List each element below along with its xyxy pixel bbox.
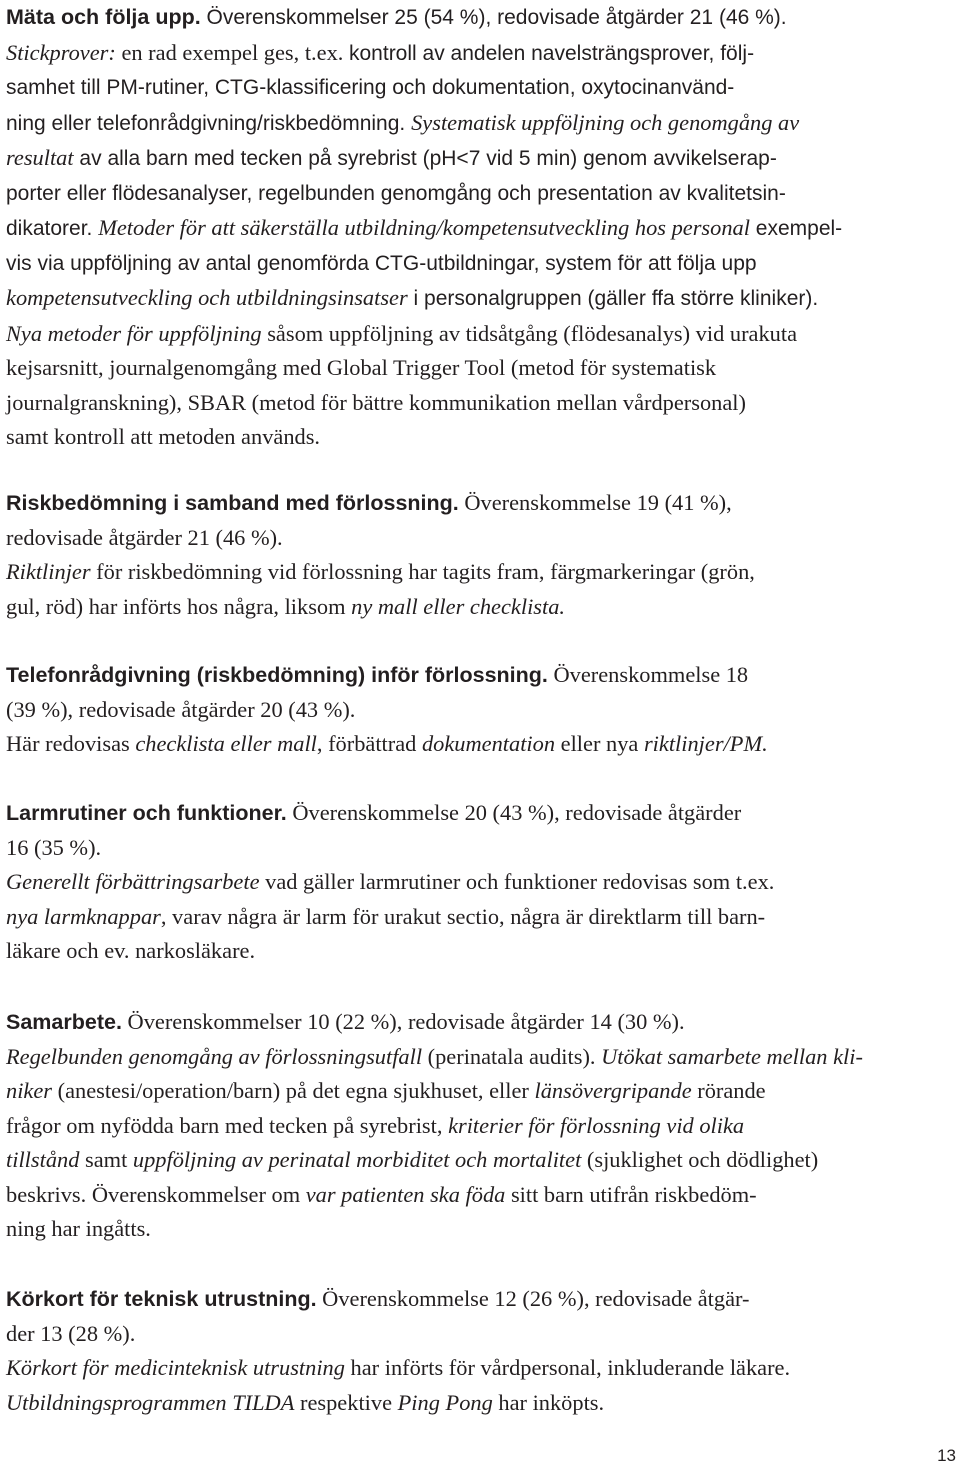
section-equipment-license [6, 1282, 930, 1420]
section-heading: Körkort för teknisk utrustning. [6, 1287, 317, 1311]
section-heading: Mäta och följa upp. [6, 5, 201, 29]
section-cooperation [6, 1005, 930, 1247]
text-line: Utbildningsprogrammen TILDA respektive Ping Pong har inköpts. [6, 1389, 605, 1415]
text-line: Generellt förbättringsarbete vad gäller larmrutiner och funktioner redovisas som t.ex. [6, 869, 775, 894]
text-line: dikatorer. Metoder för att säkerställa utbildning/kompetensutveckling hos personal exempel- [6, 215, 843, 240]
text-line: (39 %), redovisade åtgärder 20 (43 %). [6, 696, 356, 722]
text-line: beskrivs. Överenskommelser om var patienten ska föda sitt barn utifrån riskbedöm- [6, 1181, 757, 1207]
text-line: Telefonrådgivning (riskbedömning) inför förlossning. Överenskommelse 18 [6, 662, 749, 687]
text-line: niker (anestesi/operation/barn) på det egna sjukhuset, eller länsövergripande rörande [6, 1078, 766, 1103]
text-line: porter eller flödesanalyser, regelbunden genomgång och presentation av kvalitetsin- [6, 181, 786, 205]
text-line: redovisade åtgärder 21 (46 %). [6, 524, 283, 550]
text-line: Mäta och följa upp. Överenskommelser 25 (54 %), redovisade åtgärder 21 (46 %). [6, 5, 787, 29]
section-risk-assessment [6, 486, 930, 624]
text-line: samt kontroll att metoden används. [6, 424, 321, 449]
section-heading: Samarbete. [6, 1010, 122, 1034]
text-line: nya larmknappar, varav några är larm för urakut sectio, några är direktlarm till barn- [6, 903, 766, 929]
text-line: Samarbete. Överenskommelser 10 (22 %), redovisade åtgärder 14 (30 %). [6, 1009, 685, 1034]
section-heading: Larmrutiner och funktioner. [6, 801, 287, 825]
text-line: vis via uppföljning av antal genomförda CTG-utbildningar, system för att följa upp [6, 251, 757, 275]
text-line: Stickprover: en rad exempel ges, t.ex. kontroll av andelen navelsträngsprover, följ- [6, 39, 755, 65]
section-measure-follow-up [6, 0, 930, 455]
text-line: journalgranskning), SBAR (metod för bättre kommunikation mellan vårdpersonal) [6, 389, 746, 415]
text-line: kejsarsnitt, journalgenomgång med Global Trigger Tool (metod för systematisk [6, 355, 717, 380]
text-line: kompetensutveckling och utbildningsinsatser i personalgruppen (gäller ffa större kliniker). [6, 285, 819, 310]
text-line: 16 (35 %). [6, 834, 102, 860]
section-alarm-routines [6, 796, 930, 969]
text-line: resultat av alla barn med tecken på syrebrist (pH<7 vid 5 min) genom avvikelserap- [6, 145, 777, 170]
text-line: Regelbunden genomgång av förlossningsutfall (perinatala audits). Utökat samarbete mellan kli- [6, 1043, 863, 1069]
text-line: gul, röd) har införts hos några, liksom ny mall eller checklista. [6, 593, 566, 619]
text-line: läkare och ev. narkosläkare. [6, 938, 256, 963]
section-heading: Riskbedömning i samband med förlossning. [6, 491, 459, 515]
section-heading: Telefonrådgivning (riskbedömning) inför förlossning. [6, 663, 548, 687]
text-line: Körkort för teknisk utrustning. Överenskommelse 12 (26 %), redovisade åtgär- [6, 1286, 750, 1311]
text-line: der 13 (28 %). [6, 1320, 136, 1346]
text-line: ning eller telefonrådgivning/riskbedömning. Systematisk uppföljning och genomgång av [6, 109, 800, 135]
text-line: samhet till PM-rutiner, CTG-klassificering och dokumentation, oxytocinanvänd- [6, 76, 735, 99]
text-line: Larmrutiner och funktioner. Överenskommelse 20 (43 %), redovisade åtgärder [6, 800, 742, 825]
text-line: Riskbedömning i samband med förlossning. Överenskommelse 19 (41 %), [6, 490, 732, 515]
text-line: frågor om nyfödda barn med tecken på syrebrist, kriterier för förlossning vid olika [6, 1112, 745, 1138]
text-line: Körkort för medicinteknisk utrustning har införts för vårdpersonal, inkluderande läkare. [6, 1355, 791, 1380]
text-line: Nya metoder för uppföljning såsom uppföljning av tidsåtgång (flödesanalys) vid urakuta [6, 320, 798, 346]
section-telephone-advice [6, 658, 930, 762]
text-line: ning har ingåtts. [6, 1216, 151, 1241]
text-line: Riktlinjer för riskbedömning vid förlossning har tagits fram, färgmarkeringar (grön, [6, 559, 755, 584]
page-number: 13 [937, 1446, 956, 1465]
text-line: Här redovisas checklista eller mall, förbättrad dokumentation eller nya riktlinjer/PM. [6, 731, 768, 756]
text-line: tillstånd samt uppföljning av perinatal morbiditet och mortalitet (sjuklighet och dödlighet) [6, 1147, 819, 1172]
